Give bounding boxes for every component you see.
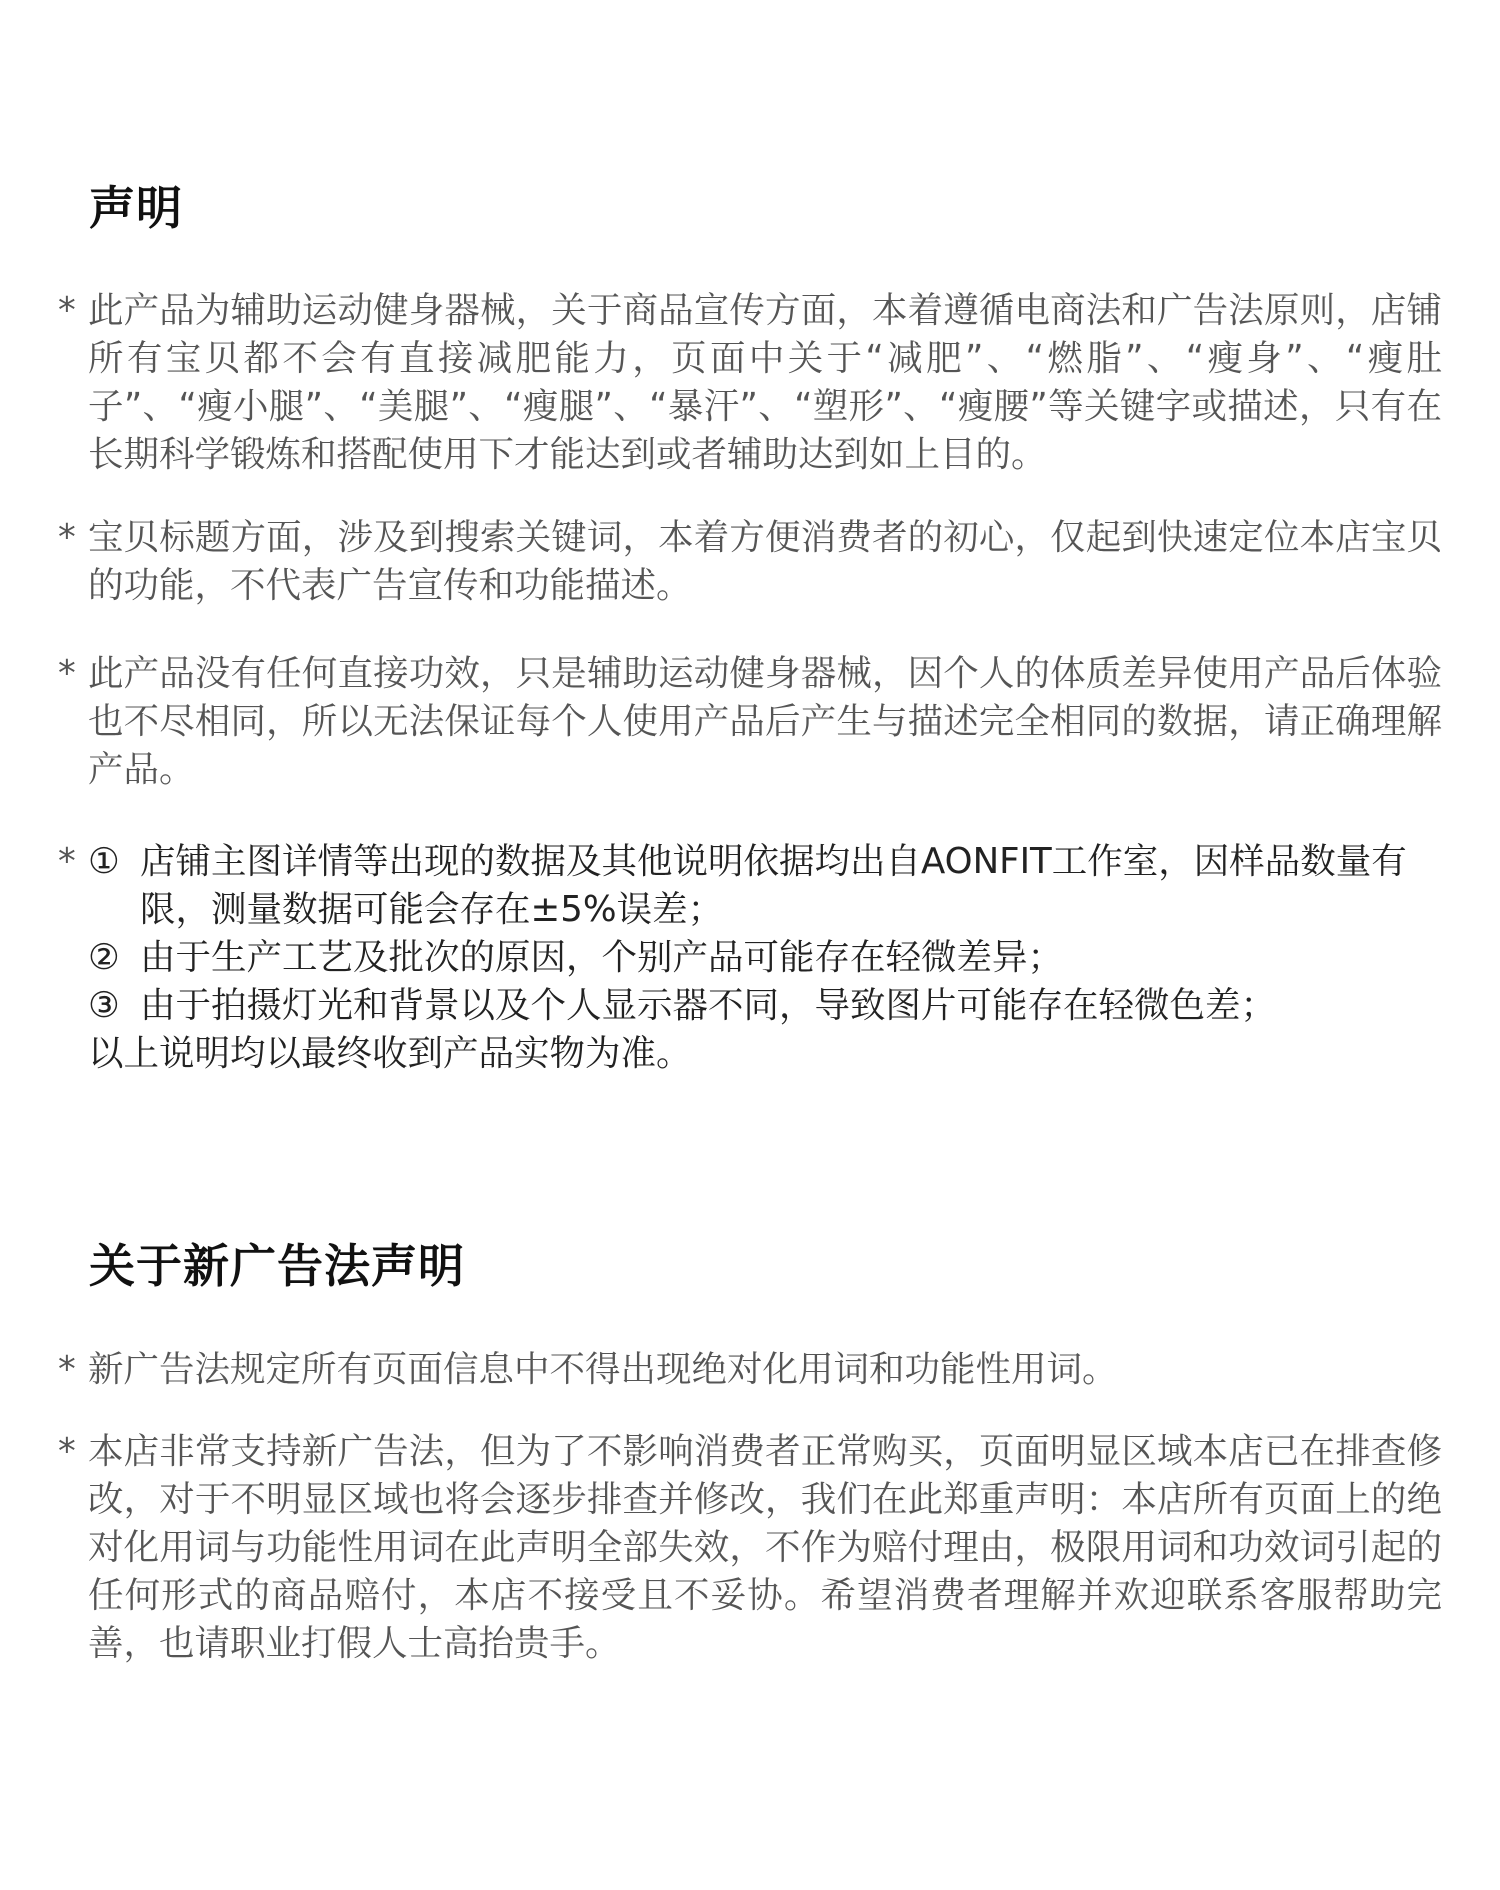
declaration-item-3 (58, 650, 1442, 794)
note-number: ① (88, 841, 120, 882)
note-number: ② (88, 937, 120, 978)
notes-list (88, 838, 1442, 1078)
bullet-asterisk: * (58, 1431, 76, 1472)
declaration-item-text: 此产品为辅助运动健身器械，关于商品宣传方面，本着遵循电商法和广告法原则，店铺所有宝贝都不会有直接减肥能力，页面中关于“减肥”、“燃脂”、“瘦身”、“瘦肚子”、“瘦小腿”、“美腿”、“瘦腿”、“暴汗”、“塑形”、“瘦腰”等关键字或描述，只有在长期科学锻炼和搭配使用下才能达到或者辅助达到如上目的。 (88, 290, 1442, 475)
ad-law-title: 关于新广告法声明 (89, 1239, 465, 1293)
bullet-asterisk: * (58, 841, 76, 882)
ad-law-item-2 (58, 1428, 1442, 1668)
note-item (88, 934, 1442, 982)
declaration-item-2 (58, 514, 1442, 610)
note-text: 店铺主图详情等出现的数据及其他说明依据均出自AONFIT工作室，因样品数量有限，测量数据可能会存在±5%误差； (140, 841, 1407, 930)
notes-summary: 以上说明均以最终收到产品实物为准。 (88, 1033, 692, 1074)
ad-law-item-text: 新广告法规定所有页面信息中不得出现绝对化用词和功能性用词。 (88, 1349, 1118, 1390)
bullet-asterisk: * (58, 290, 76, 331)
note-text: 由于拍摄灯光和背景以及个人显示器不同，导致图片可能存在轻微色差； (140, 985, 1277, 1026)
bullet-asterisk: * (58, 517, 76, 558)
declaration-title: 声明 (89, 181, 183, 235)
declaration-notes (58, 838, 1442, 1078)
declaration-item-text: 此产品没有任何直接功效，只是辅助运动健身器械，因个人的体质差异使用产品后体验也不尽相同，所以无法保证每个人使用产品后产生与描述完全相同的数据，请正确理解产品。 (88, 653, 1442, 790)
bullet-asterisk: * (58, 1349, 76, 1390)
ad-law-item-text: 本店非常支持新广告法，但为了不影响消费者正常购买，页面明显区域本店已在排查修改，对于不明显区域也将会逐步排查并修改，我们在此郑重声明：本店所有页面上的绝对化用词与功能性用词在此声明全部失效，不作为赔付理由，极限用词和功效词引起的任何形式的商品赔付，本店不接受且不妥协。希望消费者理解并欢迎联系客服帮助完善，也请职业打假人士高抬贵手。 (88, 1431, 1442, 1664)
declaration-item-text: 宝贝标题方面，涉及到搜索关键词，本着方便消费者的初心，仅起到快速定位本店宝贝的功能，不代表广告宣传和功能描述。 (88, 517, 1442, 606)
ad-law-item-1 (58, 1346, 1442, 1394)
note-item (88, 982, 1442, 1030)
note-number: ③ (88, 985, 120, 1026)
note-text: 由于生产工艺及批次的原因，个别产品可能存在轻微差异； (140, 937, 1064, 978)
bullet-asterisk: * (58, 653, 76, 694)
note-item (88, 838, 1442, 934)
declaration-item-1 (58, 287, 1442, 479)
